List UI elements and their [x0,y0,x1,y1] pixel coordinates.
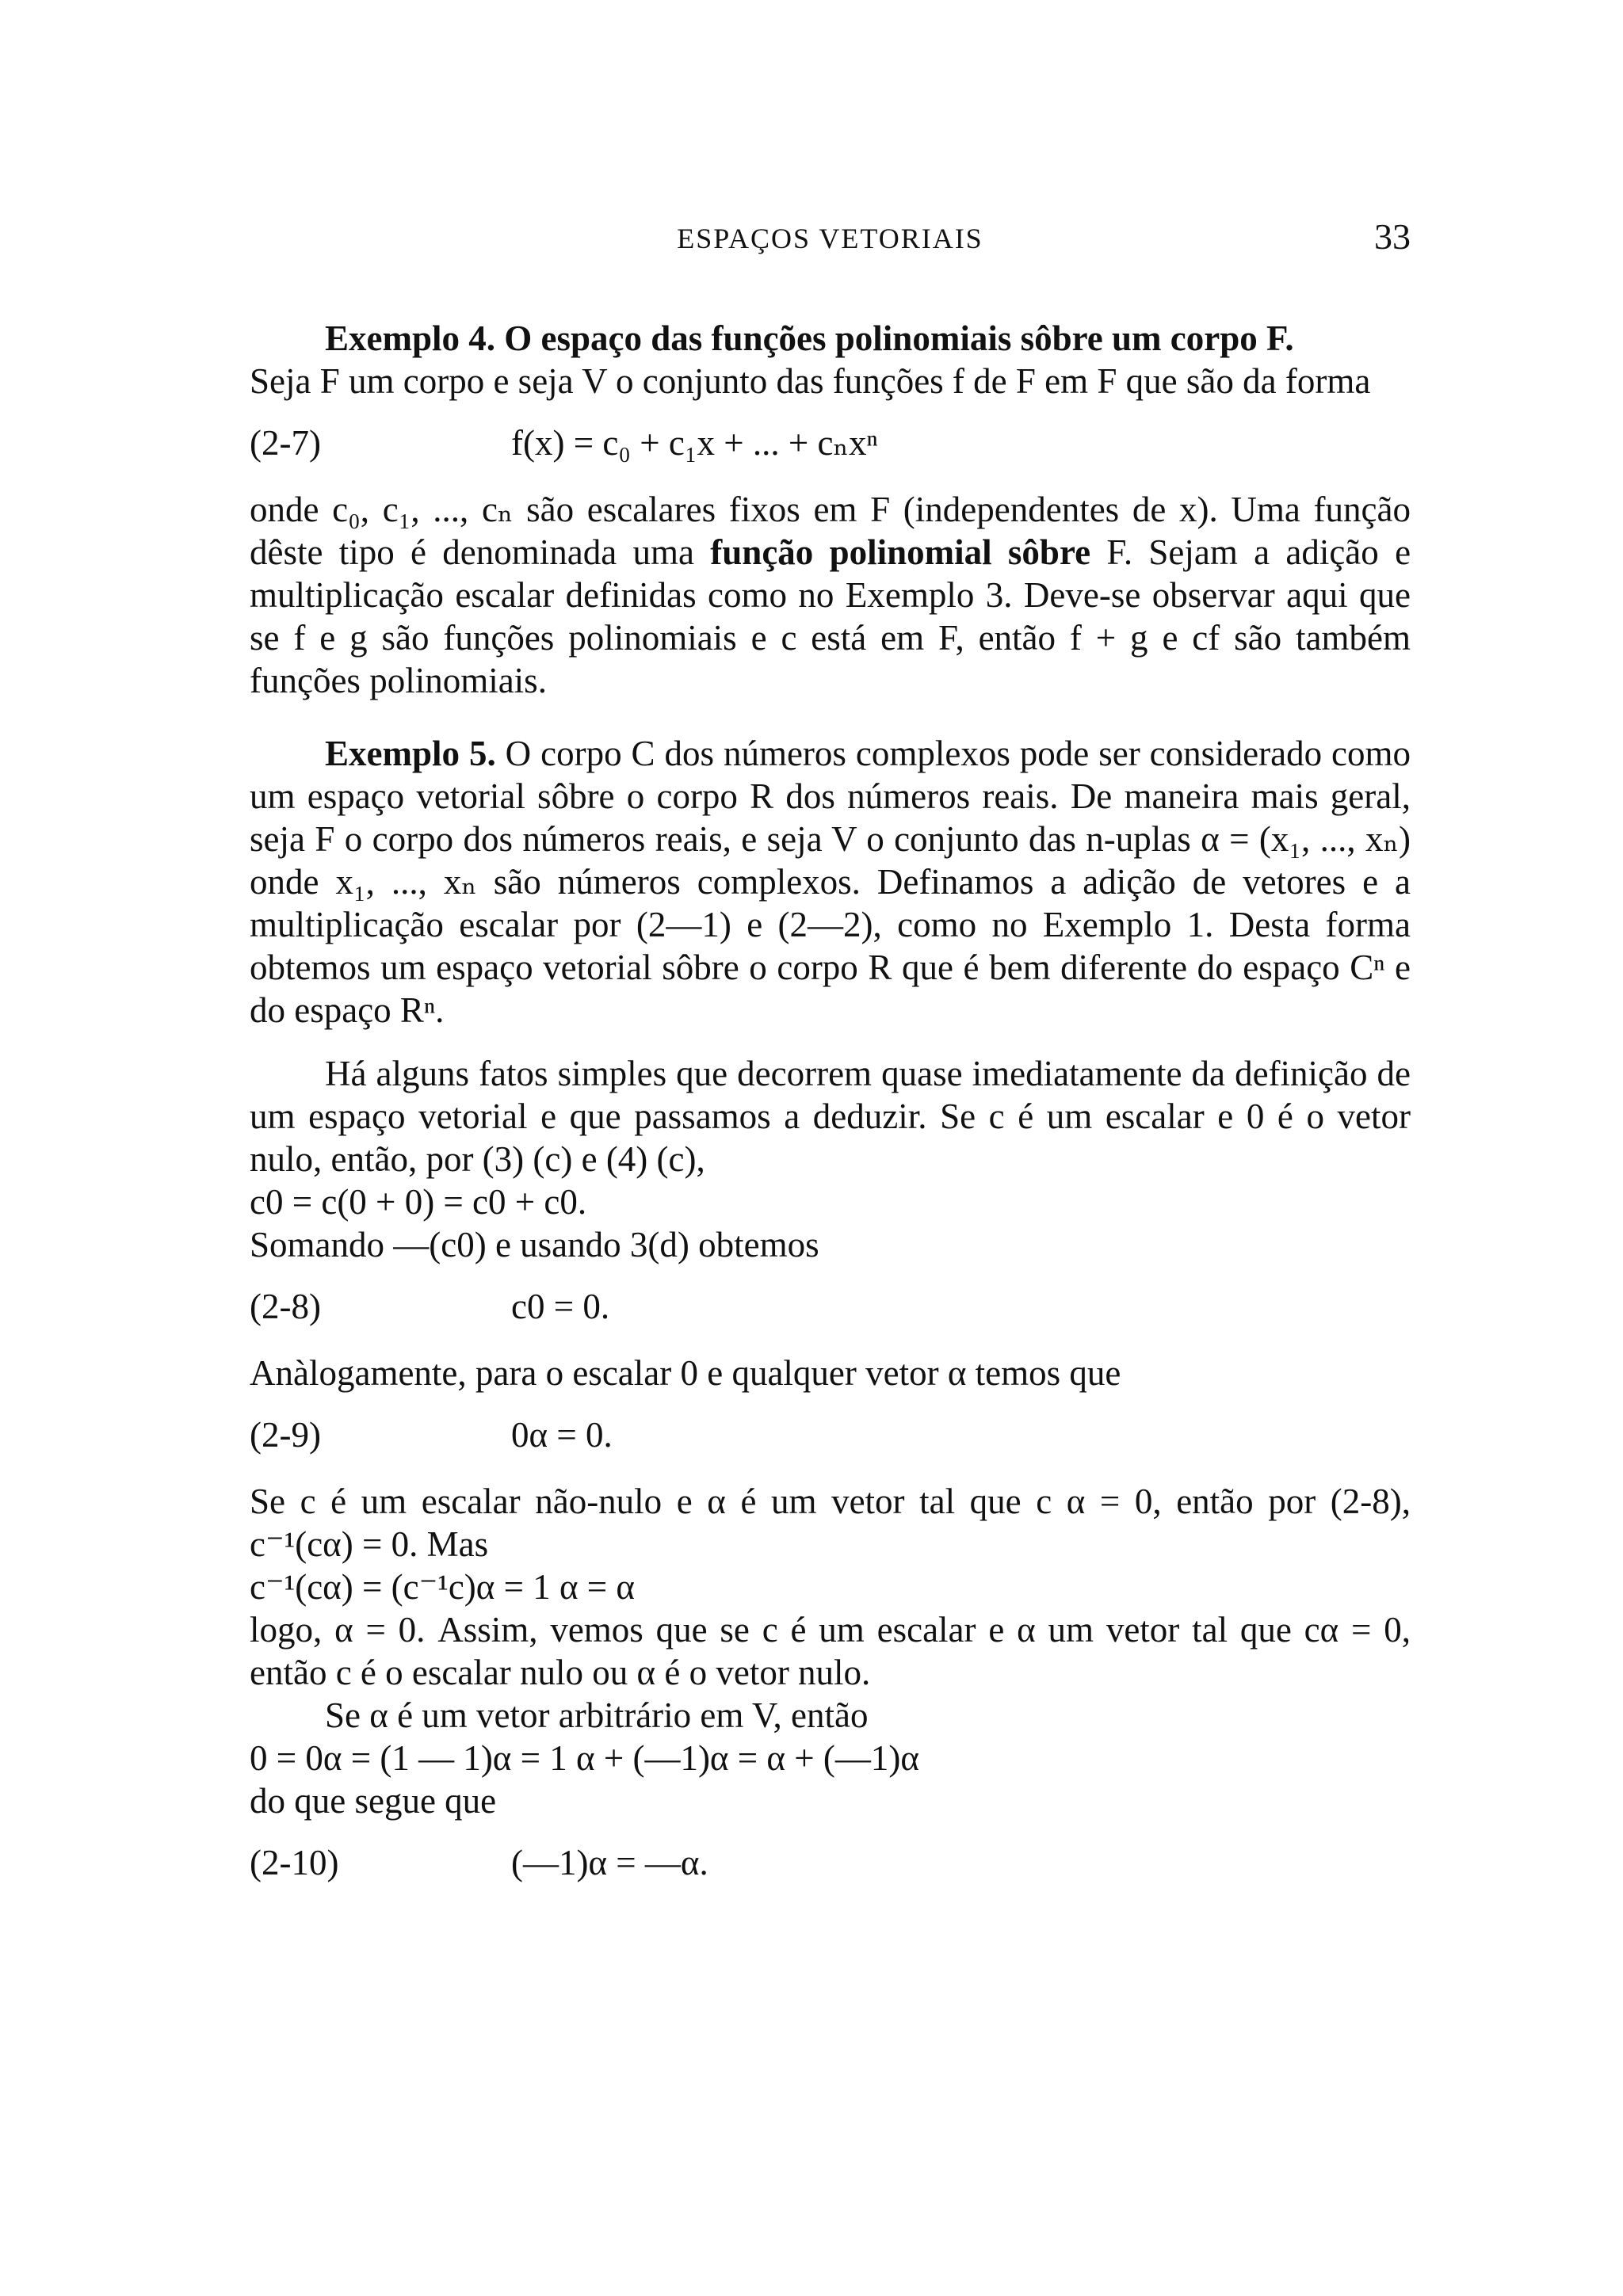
equation-expression: f(x) = c₀ + c₁x + ... + cₙxⁿ [511,423,878,463]
equation-expression: c0 = 0. [511,1287,610,1326]
page-header [250,215,1411,263]
equation-zero: 0 = 0α = (1 — 1)α = 1 α + (—1)α = α + (—1)α [250,1738,919,1778]
example-4-text: onde c₀, c₁, ..., cₙ são escalares fixos em F (independentes de x). Uma função dêste tipo é denominada uma [250,490,1411,572]
example-5-label: Exemplo 5. [325,734,496,773]
example-4-continued [250,488,1411,702]
conclusion-paragraph: logo, α = 0. Assim, vemos que se c é um escalar e α um vetor tal que cα = 0, então c é o escalar nulo ou α é o vetor nulo. [250,1610,1411,1692]
equation-2-8 [250,1285,1411,1333]
equation-2-7 [250,421,1411,469]
analogous-paragraph: Anàlogamente, para o escalar 0 e qualquer vetor α temos que [250,1353,1121,1393]
example-4-heading: Exemplo 4. O espaço das funções polinomiais sôbre um corpo F. [325,318,1294,358]
equation-label: (2-9) [250,1415,321,1455]
equation-2-10 [250,1841,1411,1889]
nonzero-scalar-paragraph: Se c é um escalar não-nulo e α é um vetor tal que c α = 0, então por (2-8), c⁻¹(cα) = 0. Mas [250,1482,1411,1564]
equation-2-9 [250,1413,1411,1461]
equation-expression: 0α = 0. [511,1415,613,1455]
arbitrary-vector-paragraph: Se α é um vetor arbitrário em V, então [325,1695,869,1735]
adding-paragraph: Somando —(c0) e usando 3(d) obtemos [250,1225,819,1264]
example-4-paragraph: Seja F um corpo e seja V o conjunto das funções f de F em F que são da forma [250,361,1371,401]
example-4-text-end: F. Sejam a adição e multiplicação escalar definidas como no Exemplo 3. Deve-se observar aqui que se f e g são funções polinomiais e c está em F, então f + g e cf são também funções polinomiais. [250,532,1411,700]
equation-c0: c0 = c(0 + 0) = c0 + c0. [250,1182,587,1222]
polynomial-function-term: função polinomial sôbre [710,532,1091,572]
equation-label: (2-8) [250,1287,321,1326]
example-5-text: O corpo C dos números complexos pode ser considerado como um espaço vetorial sôbre o corpo R dos números reais. De maneira mais geral, seja F o corpo dos números reais, e seja V o conjunto das n-uplas α = (x₁, ..., xₙ) onde x₁, ..., xₙ são números complexos. Definamos a adição de vetores e a multiplicação escalar por (2—1) e (2—2), como no Exemplo 1. Desta forma obtemos um espaço vetorial sôbre o corpo R que é bem diferente do espaço Cⁿ e do espaço Rⁿ. [250,734,1411,1030]
body-text [250,317,1411,1908]
simple-facts-paragraph: Há alguns fatos simples que decorrem quase imediatamente da definição de um espaço vetorial e que passamos a deduzir. Se c é um escalar e 0 é o vetor nulo, então, por (3) (c) e (4) (c), [250,1054,1411,1179]
page-number: 33 [1374,216,1411,257]
equation-label: (2-7) [250,423,321,463]
example-4-title [250,317,1411,360]
example-5-paragraph [250,732,1411,1032]
follows-paragraph: do que segue que [250,1781,497,1821]
equation-label: (2-10) [250,1843,339,1882]
equation-inverse: c⁻¹(cα) = (c⁻¹c)α = 1 α = α [250,1567,636,1607]
equation-expression: (—1)α = —α. [511,1843,708,1882]
running-head: ESPAÇOS VETORIAIS [677,223,983,254]
